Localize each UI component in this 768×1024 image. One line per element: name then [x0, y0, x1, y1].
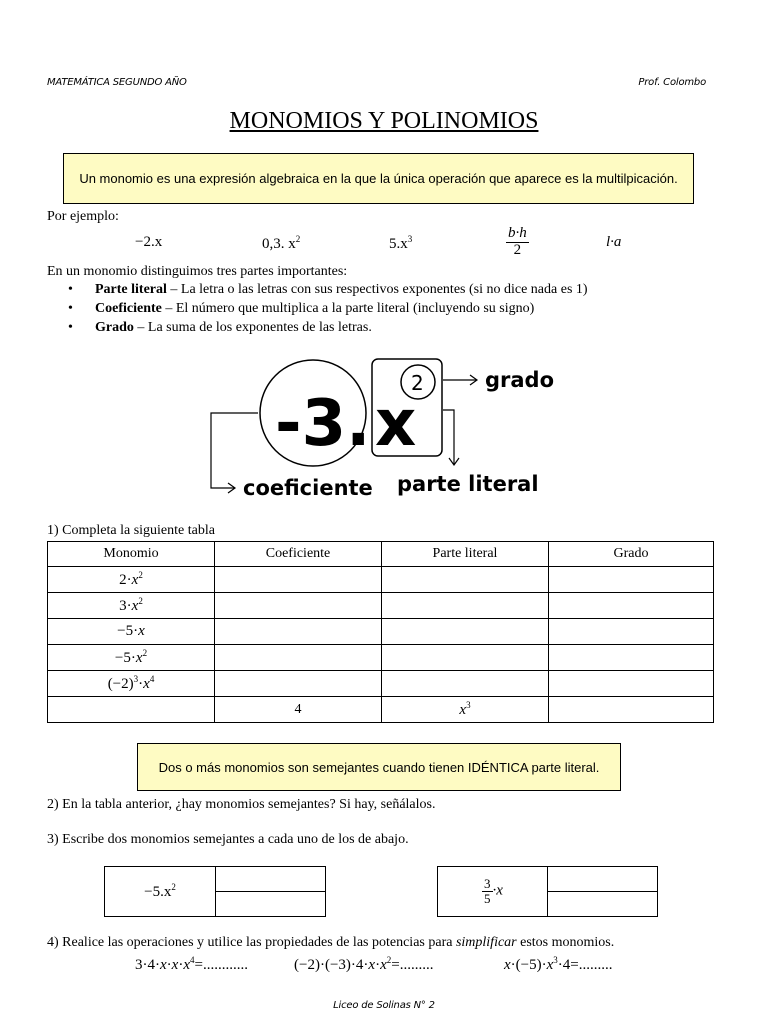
- answer-cell[interactable]: [382, 593, 549, 619]
- monomial-cell: −5·x: [48, 619, 215, 645]
- label-grado: grado: [485, 368, 555, 392]
- examples-label: Por ejemplo:: [47, 209, 119, 224]
- answer-cell[interactable]: [549, 697, 714, 723]
- answer-blank[interactable]: .........: [578, 957, 613, 973]
- answer-cell[interactable]: [382, 567, 549, 593]
- answer-cell[interactable]: [549, 593, 714, 619]
- list-item: • Coeficiente – El número que multiplica a la parte literal (incluyendo su signo): [68, 301, 535, 316]
- similar-table-left: [104, 866, 326, 917]
- definition-box-semejantes: [137, 743, 621, 791]
- operation-3: $x\cdot(-5)\cdot x^3\cdot 4=$.........: [504, 955, 613, 973]
- monomial-cell: $3\cdot x^2$: [48, 593, 215, 619]
- definition-semejantes-text: Dos o más monomios son semejantes cuando tienen IDÉNTICA parte literal.: [158, 759, 600, 775]
- table-row: [48, 697, 714, 723]
- operation-2: $(-2)\cdot(-3)\cdot 4\cdot x\cdot x^2=$.........: [294, 955, 434, 973]
- answer-cell[interactable]: [48, 697, 215, 723]
- answer-cell[interactable]: [548, 892, 658, 917]
- parts-intro: En un monomio distinguimos tres partes importantes:: [47, 264, 348, 279]
- label-coeficiente: coeficiente: [243, 476, 373, 500]
- definition-monomio-text: Un monomio es una expresión algebraica en la que la única operación que aparece es la multilpicación.: [79, 171, 678, 186]
- answer-cell[interactable]: [549, 619, 714, 645]
- col-parte-literal: Parte literal: [382, 542, 549, 567]
- given-monomial-right: $\frac{3}{5}$ ·x: [438, 867, 548, 917]
- given-literal-cell: $x^3$: [382, 697, 549, 723]
- parts-list: [68, 282, 588, 339]
- header-subject: MATEMÁTICA SEGUNDO AÑO: [47, 77, 187, 88]
- monomial-cell: $-5\cdot x^2$: [48, 645, 215, 671]
- table-row: [48, 619, 714, 645]
- exercise-3-prompt: 3) Escribe dos monomios semejantes a cada uno de los de abajo.: [47, 832, 409, 847]
- col-coeficiente: Coeficiente: [215, 542, 382, 567]
- similar-table-right: [437, 866, 658, 917]
- given-monomial-left: $-5.x^2$: [105, 867, 216, 917]
- answer-blank[interactable]: .........: [399, 957, 434, 973]
- answer-blank[interactable]: ............: [202, 957, 248, 973]
- exercise-1-prompt: 1) Completa la siguiente tabla: [47, 523, 215, 538]
- example-3: [389, 234, 412, 253]
- diagram-coefficient: -3.: [275, 387, 371, 461]
- answer-cell[interactable]: [382, 619, 549, 645]
- monomial-cell: $2\cdot x^2$: [48, 567, 215, 593]
- footer-school: Liceo de Solinas N° 2: [333, 1000, 435, 1011]
- example-4-num: b·h: [508, 225, 527, 241]
- given-coef-cell: 4: [215, 697, 382, 723]
- example-3-exp: 3: [407, 234, 413, 244]
- answer-cell[interactable]: [549, 645, 714, 671]
- col-grado: Grado: [549, 542, 714, 567]
- answer-cell[interactable]: [382, 671, 549, 697]
- example-1: −2.x: [135, 234, 163, 250]
- diagram-exponent: 2: [411, 371, 424, 395]
- monomial-parts-diagram: [200, 355, 560, 510]
- operation-1: $3\cdot 4\cdot x\cdot x\cdot x^4=$............: [135, 955, 248, 973]
- table-row: [48, 645, 714, 671]
- example-2: [262, 234, 300, 253]
- answer-cell[interactable]: [549, 567, 714, 593]
- answer-cell[interactable]: [215, 593, 382, 619]
- table-row: [48, 671, 714, 697]
- monomial-cell: $(-2)^3\cdot x^4$: [48, 671, 215, 697]
- table-row: [48, 593, 714, 619]
- exercise-4-prompt: 4) Realice las operaciones y utilice las propiedades de las potencias para simplificar estos monomios.: [47, 935, 615, 950]
- example-5: l·a: [606, 234, 622, 250]
- answer-cell[interactable]: [216, 892, 326, 917]
- answer-cell[interactable]: [382, 645, 549, 671]
- example-2-exp: 2: [295, 234, 301, 244]
- list-item: • Parte literal – La letra o las letras con sus respectivos exponentes (si no dice nada es 1): [68, 282, 588, 297]
- answer-cell[interactable]: [549, 671, 714, 697]
- answer-cell[interactable]: [215, 645, 382, 671]
- answer-cell[interactable]: [216, 867, 326, 892]
- table-header-row: [48, 542, 714, 567]
- answer-cell[interactable]: [215, 567, 382, 593]
- example-4-den: 2: [513, 241, 522, 258]
- answer-cell[interactable]: [215, 619, 382, 645]
- definition-box-monomio: [63, 153, 694, 204]
- example-4: [506, 226, 529, 259]
- monomials-table: [47, 541, 714, 723]
- answer-cell[interactable]: [548, 867, 658, 892]
- header-teacher: Prof. Colombo: [638, 77, 706, 88]
- list-item: • Grado – La suma de los exponentes de las letras.: [68, 320, 372, 335]
- exercise-2-prompt: 2) En la tabla anterior, ¿hay monomios semejantes? Si hay, señálalos.: [47, 797, 436, 812]
- example-3-base: 5.x: [389, 236, 408, 252]
- example-2-base: 0,3. x: [262, 236, 296, 252]
- label-parte-literal: parte literal: [397, 472, 539, 496]
- page-title: MONOMIOS Y POLINOMIOS: [229, 108, 539, 134]
- col-monomio: Monomio: [48, 542, 215, 567]
- answer-cell[interactable]: [215, 671, 382, 697]
- diagram-variable: x: [375, 387, 417, 461]
- table-row: [48, 567, 714, 593]
